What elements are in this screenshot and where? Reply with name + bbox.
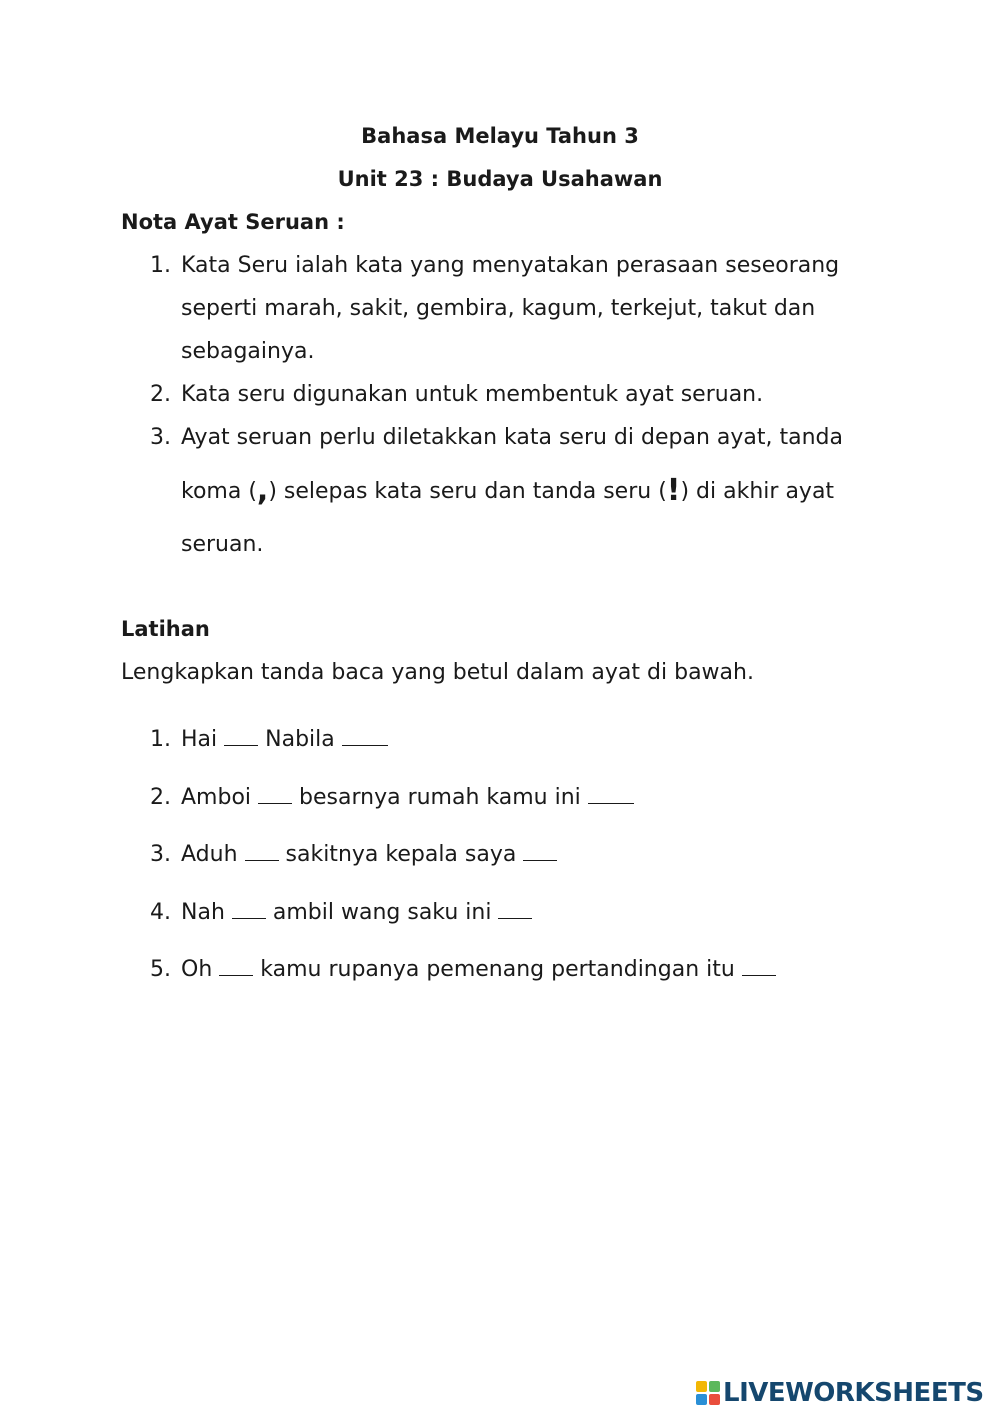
question-text: besarnya rumah kamu ini: [299, 785, 581, 810]
question-text: Aduh: [181, 842, 238, 867]
comma-symbol: ,: [256, 473, 269, 508]
question-number: 1.: [150, 727, 171, 752]
nota-item-text: Kata seru digunakan untuk membentuk ayat seruan.: [181, 382, 764, 407]
question-number: 2.: [150, 785, 171, 810]
nota-item-text: [181, 473, 835, 508]
answer-blank[interactable]: [245, 842, 279, 861]
logo-tile: [696, 1394, 707, 1405]
answer-blank[interactable]: [342, 727, 388, 746]
answer-blank[interactable]: [219, 957, 253, 976]
question-number: 5.: [150, 957, 171, 982]
nota-item-text: sebagainya.: [181, 339, 315, 364]
logo-tile: [696, 1381, 707, 1392]
exclamation-symbol: !: [666, 473, 681, 508]
text-segment: ) selepas kata seru dan tanda seru (: [268, 479, 667, 504]
nota-item-number: 1.: [150, 253, 171, 278]
question-text: Hai: [181, 727, 218, 752]
logo-text: LIVEWORKSHEETS: [723, 1378, 984, 1408]
question-text: ambil wang saku ini: [272, 900, 492, 925]
question-text: Nah: [181, 900, 225, 925]
question-number: 3.: [150, 842, 171, 867]
question-row: [181, 842, 557, 867]
answer-blank[interactable]: [224, 727, 258, 746]
question-row: [181, 785, 634, 810]
question-text: sakitnya kepala saya: [285, 842, 517, 867]
nota-item-number: 3.: [150, 425, 171, 450]
answer-blank[interactable]: [232, 900, 266, 919]
question-row: [181, 957, 776, 982]
answer-blank[interactable]: [258, 785, 292, 804]
page-title: Bahasa Melayu Tahun 3: [361, 124, 639, 148]
logo-icon: [696, 1381, 720, 1405]
nota-item-number: 2.: [150, 382, 171, 407]
instruction-text: Lengkapkan tanda baca yang betul dalam ayat di bawah.: [121, 660, 754, 685]
latihan-heading: Latihan: [121, 617, 210, 641]
nota-item-text: Ayat seruan perlu diletakkan kata seru di depan ayat, tanda: [181, 425, 843, 450]
nota-item-text: Kata Seru ialah kata yang menyatakan perasaan seseorang: [181, 253, 840, 278]
question-row: [181, 900, 532, 925]
nota-heading: Nota Ayat Seruan :: [121, 210, 345, 234]
answer-blank[interactable]: [588, 785, 634, 804]
answer-blank[interactable]: [498, 900, 532, 919]
question-text: Nabila: [265, 727, 335, 752]
nota-item-text: seperti marah, sakit, gembira, kagum, terkejut, takut dan: [181, 296, 816, 321]
question-text: Amboi: [181, 785, 252, 810]
nota-item-text: seruan.: [181, 532, 264, 557]
logo-tile: [709, 1394, 720, 1405]
question-text: kamu rupanya pemenang pertandingan itu: [260, 957, 735, 982]
answer-blank[interactable]: [523, 842, 557, 861]
unit-title: Unit 23 : Budaya Usahawan: [337, 167, 663, 191]
question-row: [181, 727, 388, 752]
question-text: Oh: [181, 957, 213, 982]
logo-tile: [709, 1381, 720, 1392]
answer-blank[interactable]: [742, 957, 776, 976]
text-segment: ) di akhir ayat: [680, 479, 835, 504]
text-segment: koma (: [181, 479, 257, 504]
liveworksheets-logo[interactable]: [696, 1378, 984, 1408]
question-number: 4.: [150, 900, 171, 925]
